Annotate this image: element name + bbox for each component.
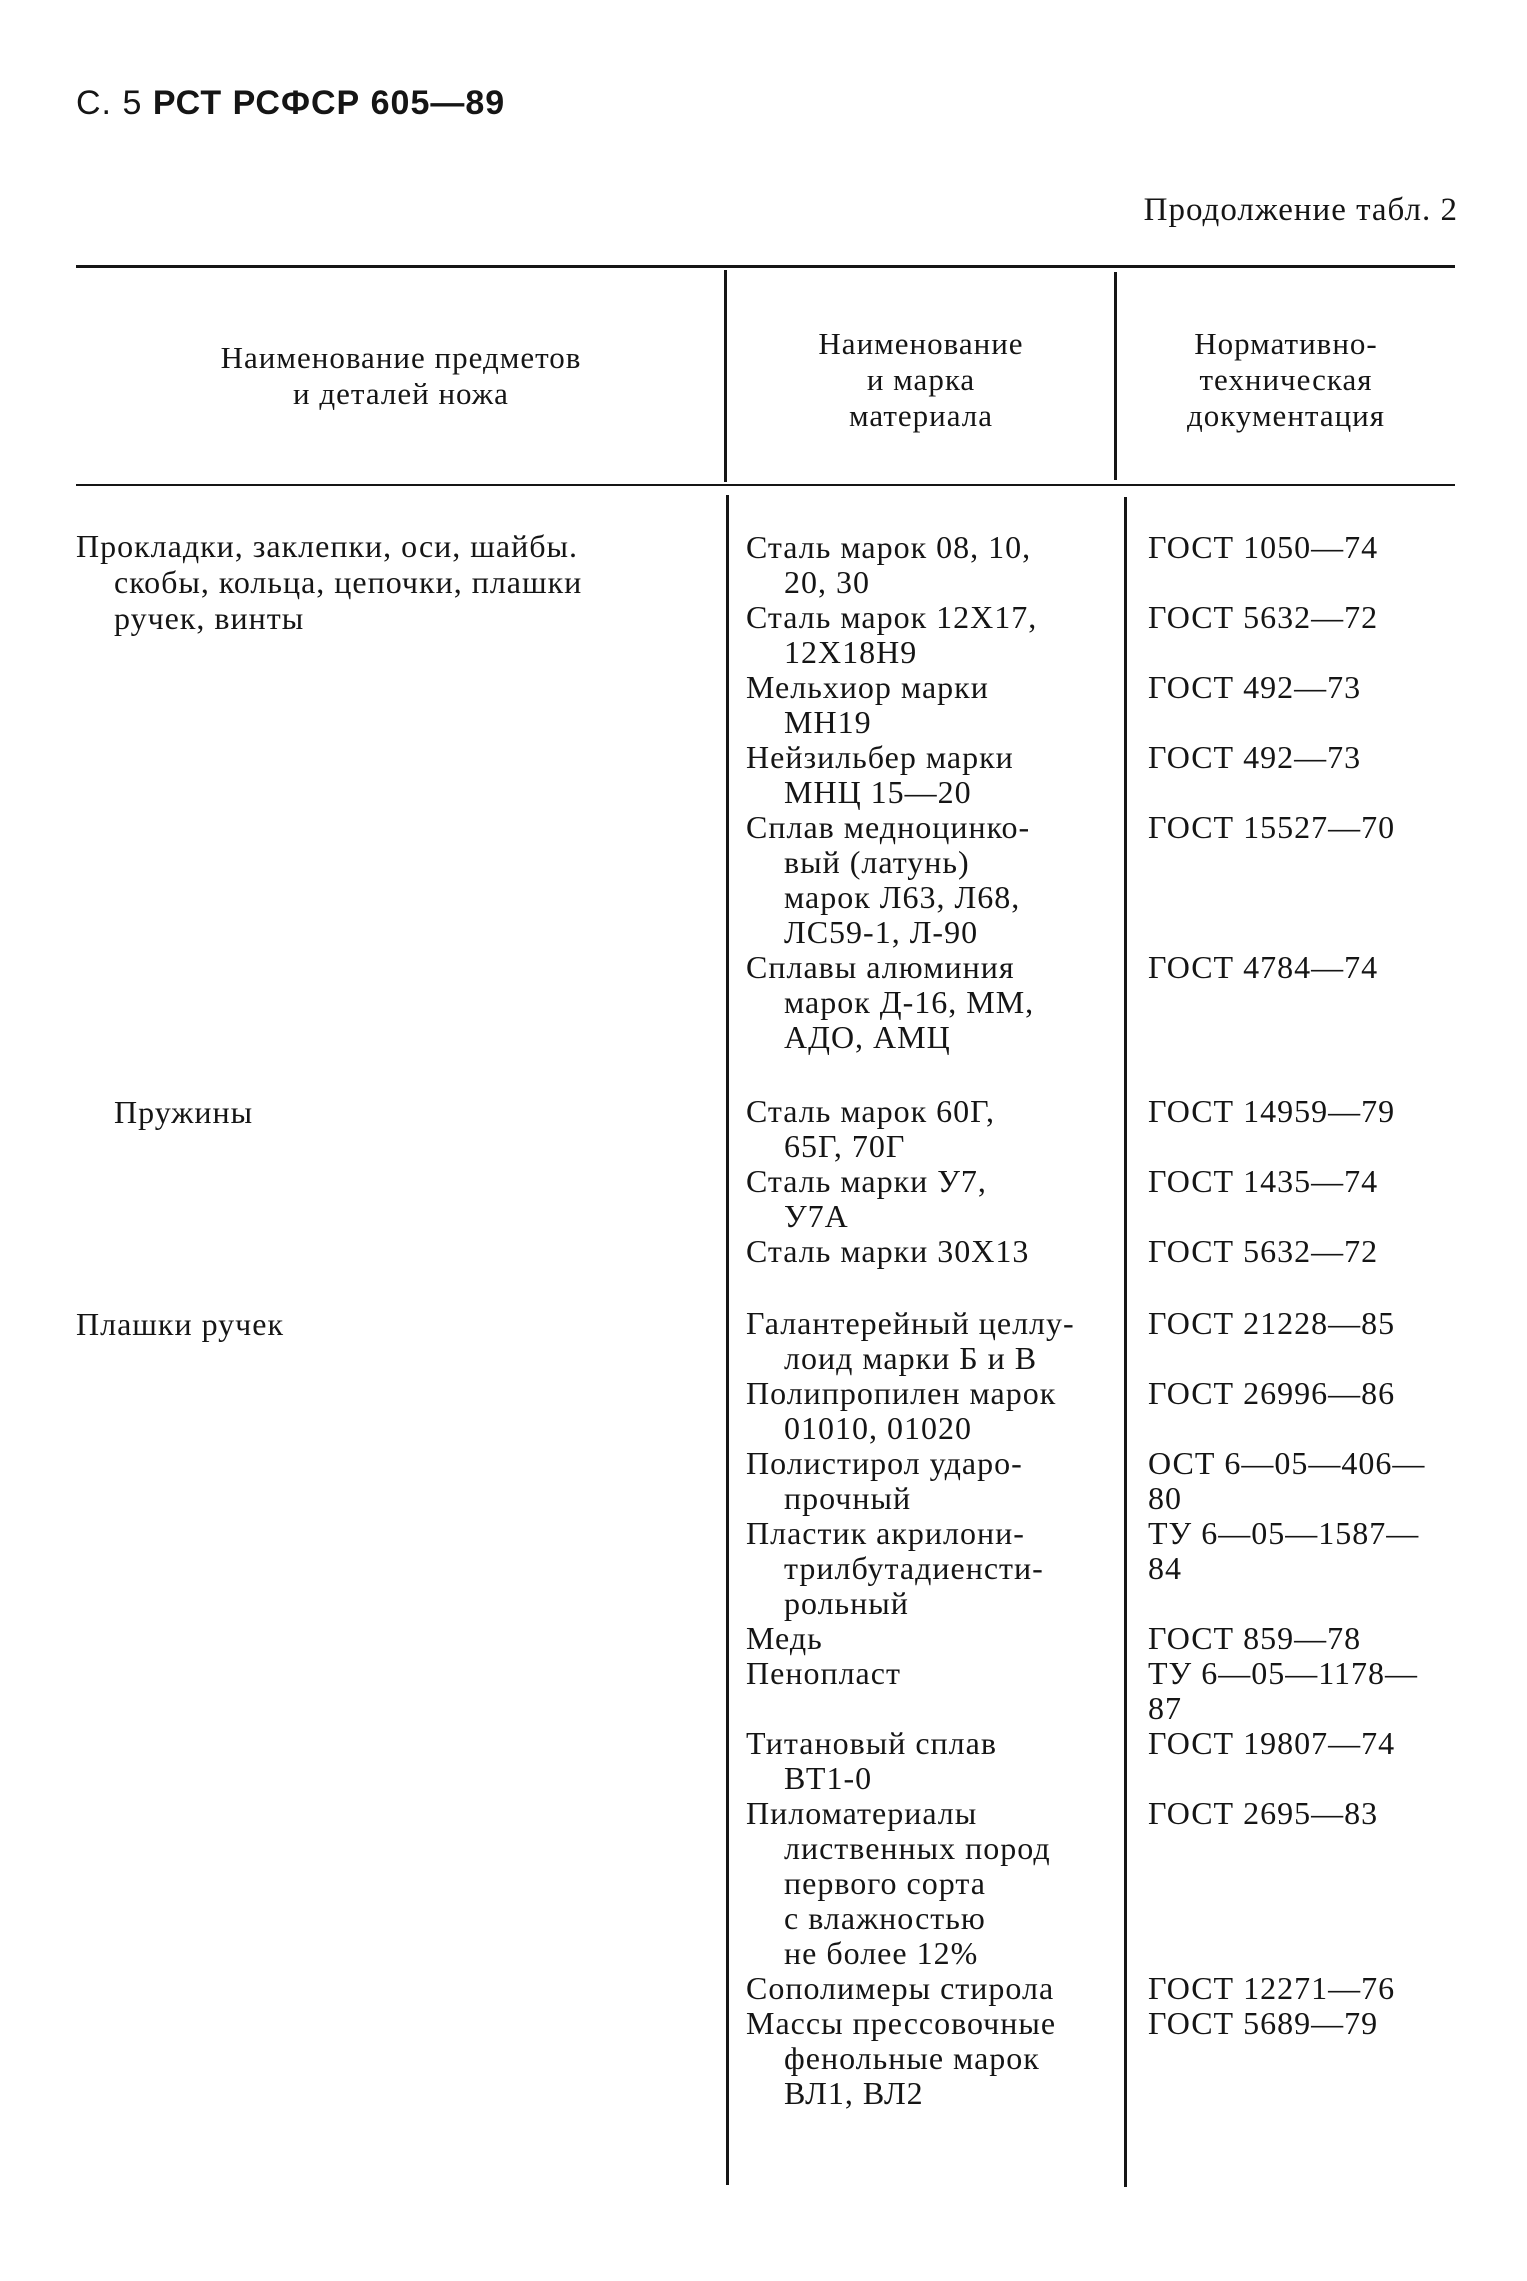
material-cell: Полипропилен марок 01010, 01020 bbox=[746, 1375, 1057, 1446]
group-label-fasteners: Прокладки, заклепки, оси, шайбы. скобы, кольца, цепочки, плашки ручек, винты bbox=[76, 528, 583, 636]
doc-cell: ГОСТ 12271—76 bbox=[1148, 1970, 1396, 2006]
material-cell: Сталь марок 12Х17, 12Х18Н9 bbox=[746, 599, 1038, 670]
material-cell: Сталь марки У7, У7А bbox=[746, 1163, 987, 1234]
material-cell: Пластик акрилони- трилбутадиенсти- рольный bbox=[746, 1515, 1044, 1621]
material-cell: Галантерейный целлу- лоид марки Б и В bbox=[746, 1305, 1075, 1376]
doc-cell: ГОСТ 19807—74 bbox=[1148, 1725, 1396, 1761]
doc-cell: ГОСТ 859—78 bbox=[1148, 1620, 1362, 1656]
material-cell: Сталь марки 30Х13 bbox=[746, 1233, 1030, 1269]
doc-cell: ГОСТ 5632—72 bbox=[1148, 599, 1379, 635]
doc-cell: ГОСТ 5632—72 bbox=[1148, 1233, 1379, 1269]
doc-cell: ТУ 6—05—1178— 87 bbox=[1148, 1655, 1419, 1726]
table-continuation-label: Продолжение табл. 2 bbox=[1143, 192, 1458, 228]
doc-cell: ГОСТ 21228—85 bbox=[1148, 1305, 1396, 1341]
doc-cell: ТУ 6—05—1587— 84 bbox=[1148, 1515, 1420, 1586]
body-divider-1 bbox=[726, 495, 729, 2185]
doc-cell: ГОСТ 4784—74 bbox=[1148, 949, 1379, 985]
standard-number: РСТ РСФСР 605—89 bbox=[152, 84, 506, 122]
material-cell: Титановый сплав ВТ1-0 bbox=[746, 1725, 997, 1796]
doc-cell: ГОСТ 1435—74 bbox=[1148, 1163, 1379, 1199]
material-cell: Нейзильбер марки МНЦ 15—20 bbox=[746, 739, 1014, 810]
column-header-material: Наименование и марка материала bbox=[818, 326, 1024, 433]
doc-cell: ГОСТ 492—73 bbox=[1148, 739, 1362, 775]
page-ref: С. 5 bbox=[76, 84, 143, 122]
material-cell: Пиломатериалы лиственных пород первого сорта с влажностью не более 12% bbox=[746, 1795, 1051, 1971]
page-header bbox=[76, 84, 505, 123]
material-cell: Пенопласт bbox=[746, 1655, 901, 1691]
column-header-items: Наименование предметов и деталей ножа bbox=[220, 340, 582, 411]
material-cell: Сополимеры стирола bbox=[746, 1970, 1055, 2006]
doc-cell: ГОСТ 2695—83 bbox=[1148, 1795, 1379, 1831]
table-top-rule bbox=[76, 265, 1455, 268]
material-cell: Сталь марок 60Г, 65Г, 70Г bbox=[746, 1093, 996, 1164]
material-cell: Сплавы алюминия марок Д-16, ММ, АДО, АМЦ bbox=[746, 949, 1035, 1055]
material-cell: Массы прессовочные фенольные марок ВЛ1, ВЛ2 bbox=[746, 2005, 1057, 2111]
doc-cell: ОСТ 6—05—406— 80 bbox=[1148, 1445, 1426, 1516]
header-bottom-rule bbox=[76, 484, 1455, 486]
doc-cell: ГОСТ 14959—79 bbox=[1148, 1093, 1396, 1129]
doc-cell: ГОСТ 492—73 bbox=[1148, 669, 1362, 705]
doc-cell: ГОСТ 26996—86 bbox=[1148, 1375, 1396, 1411]
material-cell: Сталь марок 08, 10, 20, 30 bbox=[746, 529, 1032, 600]
material-cell: Мельхиор марки МН19 bbox=[746, 669, 989, 740]
group-label-springs: Пружины bbox=[114, 1094, 254, 1130]
doc-cell: ГОСТ 15527—70 bbox=[1148, 809, 1396, 845]
column-header-docs: Нормативно- техническая документация bbox=[1186, 326, 1386, 433]
material-cell: Медь bbox=[746, 1620, 823, 1656]
group-label-handle-plates: Плашки ручек bbox=[76, 1306, 285, 1342]
material-cell: Полистирол ударо- прочный bbox=[746, 1445, 1023, 1516]
doc-cell: ГОСТ 5689—79 bbox=[1148, 2005, 1379, 2041]
doc-cell: ГОСТ 1050—74 bbox=[1148, 529, 1379, 565]
material-cell: Сплав медноцинко- вый (латунь) марок Л63, Л68, ЛС59-1, Л-90 bbox=[746, 809, 1031, 950]
